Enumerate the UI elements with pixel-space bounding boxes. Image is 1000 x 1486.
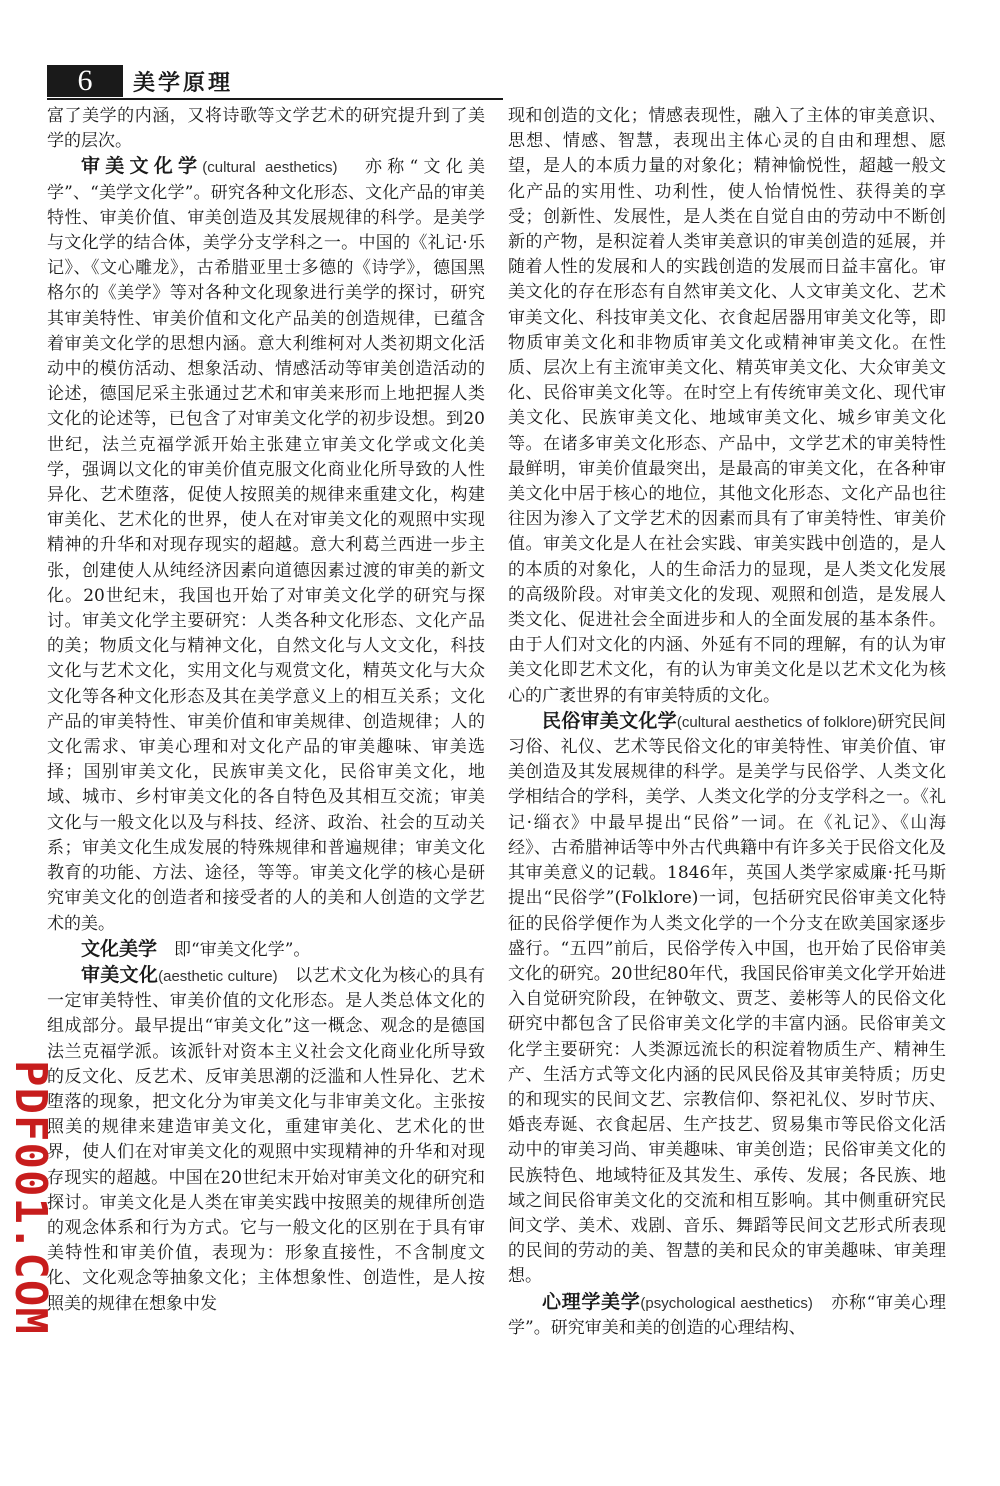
entry-cultural-aesthetics	[47, 154, 485, 936]
entry-term: 心理学美学	[542, 1290, 641, 1313]
entry-psychological-aesthetics	[508, 1290, 946, 1341]
entry-body: 以艺术文化为核心的具有一定审美特性、审美价值的文化形态。是人类总体文化的组成部分。最早提出“审美文化”这一概念、观念的是德国法兰克福学派。该派针对资本主义社会文化商业化所导致的反文化、反艺术、反审美思潮的泛滥和人性异化、艺术堕落的现象，把文化分为审美文化与非审美文化。主张按照美的规律来建造审美文化，重建审美化、艺术化的世界，使人们在对审美文化的观照中实现精神的升华和对现存现实的超越。中国在20世纪末开始对审美文化的研究和探讨。审美文化是人类在审美实践中按照美的规律所创造的观念体系和行为方式。它与一般文化的区别在于具有审美特性和审美价值，表现为：形象直接性，不含制度文化、文化观念等抽象文化；主体想象性、创造性，是人按照美的规律在想象中发	[47, 965, 485, 1314]
entry-term: 文化美学	[81, 937, 158, 960]
left-column	[47, 104, 485, 1317]
page-number: 6	[47, 65, 123, 97]
entry-culture-aesthetics	[47, 937, 485, 963]
running-title: 美学原理	[133, 69, 234, 96]
continued-paragraph: 富了美学的内涵，又将诗歌等文学艺术的研究提升到了美学的层次。	[47, 106, 485, 152]
entry-body: 研究民间习俗、礼仪、艺术等民俗文化的审美特性、审美价值、审美创造及其发展规律的科学。是美学与民俗学、人类文化学相结合的学科，美学、人类文化学的分支学科之一。《礼记·缁衣》中最早提出“民俗”一词。在《礼记》、《山海经》、古希腊神话等中外古代典籍中有许多关于民俗文化及其审美意义的记载。1846年，英国人类学家威廉·托马斯提出“民俗学”(Folklore)一词，包括研究民俗审美文化特征的民俗学便作为人类文化学的一个分支在欧美国家逐步盛行。“五四”前后，民俗学传入中国，也开始了民俗审美文化的研究。20世纪80年代，我国民俗审美文化学开始进入自觉研究阶段，在钟敬文、贾芝、姜彬等人的民俗文化研究中都包含了民俗审美文化学的丰富内涵。民俗审美文化学主要研究：人类源远流长的积淀着物质生产、精神生产、生活方式等文化内涵的民风民俗及其审美特质；历史的和现实的民间文艺、宗教信仰、祭祀礼仪、岁时节庆、婚丧寿诞、衣食起居、生产技艺、贸易集市等民俗文化活动中的审美习尚、审美趣味、审美创造；民俗审美文化的民族特色、地域特征及其发生、承传、发展；各民族、地域之间民俗审美文化的交流和相互影响。其中侧重研究民间文学、美术、戏剧、音乐、舞蹈等民间文艺形式所表现的民间的劳动的美、智慧的美和民众的审美趣味、审美理想。	[508, 711, 947, 1287]
entry-english: (cultural aesthetics of folklore)	[676, 713, 877, 731]
entry-english: (psychological aesthetics)	[640, 1294, 813, 1312]
right-column	[508, 104, 946, 1341]
entry-english: (aesthetic culture)	[158, 967, 278, 985]
entry-term: 审美文化学	[81, 155, 203, 178]
entry-body: 亦称“文化美学”、“美学文化学”。研究各种文化形态、文化产品的审美特性、审美价值、审美创造及其发展规律的科学。是美学与文化学的结合体，美学分支学科之一。中国的《礼记·乐记》、《文心雕龙》，古希腊亚里士多德的《诗学》，德国黑格尔的《美学》等对各种文化现象进行美学的探讨，研究其审美特性、审美价值和文化产品美的创造规律，已蕴含着审美文化学的思想内涵。意大利维柯对人类初期文化活动中的模仿活动、想象活动、情感活动等审美创造活动的论述，德国尼采主张通过艺术和审美来形而上地把握人类文化的论述等，已包含了对审美文化学的初步设想。到20世纪，法兰克福学派开始主张建立审美文化学或文化美学，强调以文化的审美价值克服文化商业化所导致的人性异化、艺术堕落，促使人按照美的规律来重建文化，构建审美化、艺术化的世界，使人在对审美文化的观照中实现精神的升华和对现存现实的超越。意大利葛兰西进一步主张，创建使人从纯经济因素向道德因素过渡的审美的新文化。20世纪末，我国也开始了对审美文化学的研究与探讨。审美文化学主要研究：人类各种文化形态、文化产品的美；物质文化与精神文化，自然文化与人文文化，科技文化与艺术文化，实用文化与观赏文化，精英文化与大众文化等各种文化形态及其在美学意义上的相互关系；文化产品的审美特性、审美价值和审美规律、创造规律；人的文化需求、审美心理和对文化产品的审美趣味、审美选择；国别审美文化，民族审美文化，民俗审美文化，地域、城市、乡村审美文化的各自特色及其相互交流；审美文化与一般文化以及与科技、经济、政治、社会的互动关系；审美文化生成发展的特殊规律和普遍规律；审美文化教育的功能、方法、途径，等等。审美文化学的核心是研究审美文化的创造者和接受者的人的美和人创造的文学艺术的美。	[47, 157, 485, 934]
entry-english: (cultural aesthetics)	[202, 159, 338, 177]
entry-body: 亦称“审美心理学”。研究审美和美的创造的心理结构、	[508, 1292, 946, 1338]
page-header	[47, 64, 233, 98]
watermark: PDF001.COM	[5, 1060, 56, 1335]
header-rule	[47, 98, 503, 100]
entry-term: 审美文化	[81, 963, 159, 986]
entry-term: 民俗审美文化学	[542, 709, 677, 732]
continued-paragraph: 现和创造的文化；情感表现性，融入了主体的审美意识、思想、情感、智慧，表现出主体心灵的自由和理想、愿望，是人的本质力量的对象化；精神愉悦性，超越一般文化产品的实用性、功利性，使人怡情悦性、获得美的享受；创新性、发展性，是人类在自觉自由的劳动中不断创新的产物，是积淀着人类审美意识的审美创造的延展，并随着人性的发展和人的实践创造的发展而日益丰富化。审美文化的存在形态有自然审美文化、人文审美文化、艺术审美文化、科技审美文化、衣食起居器用审美文化等，即物质审美文化和非物质审美文化或精神审美文化。在性质、层次上有主流审美文化、精英审美文化、大众审美文化、民俗审美文化等。在时空上有传统审美文化、现代审美文化、民族审美文化、地域审美文化、城乡审美文化等。在诸多审美文化形态、产品中，文学艺术的审美特性最鲜明，审美价值最突出，是最高的审美文化，在各种审美文化中居于核心的地位，其他文化形态、文化产品也往往因为渗入了文学艺术的因素而具有了审美特性、审美价值。审美文化是人在社会实践、审美实践中创造的，是人的本质的对象化，人的生命活力的显现，是人类文化发展的高级阶段。对审美文化的发现、观照和创造，是发展人类文化、促进社会全面进步和人的全面发展的基本条件。由于人们对文化的内涵、外延有不同的理解，有的认为审美文化即艺术文化，有的认为审美文化是以艺术文化为核心的广袤世界的有审美特质的文化。	[508, 106, 946, 706]
entry-aesthetic-culture	[47, 963, 485, 1317]
entry-body: 即“审美文化学”。	[157, 939, 311, 960]
entry-folklore-aesthetics	[508, 709, 946, 1290]
